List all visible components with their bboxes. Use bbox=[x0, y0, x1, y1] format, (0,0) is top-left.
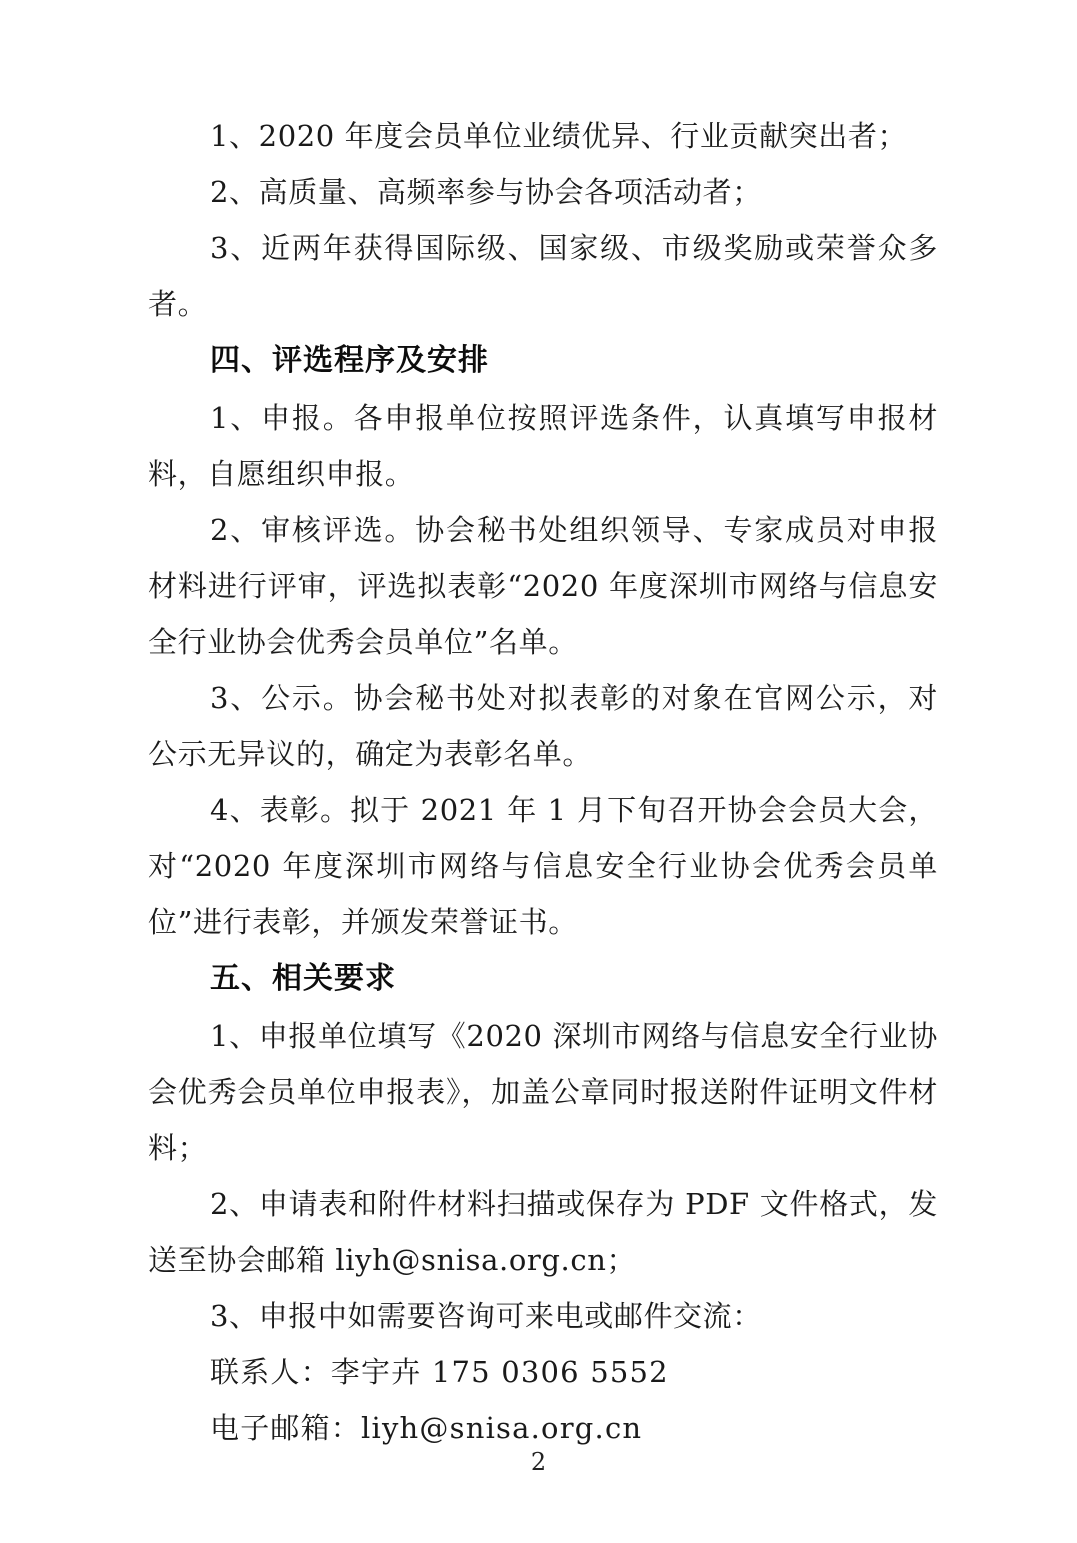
condition-item-3: 3、近两年获得国际级、国家级、市级奖励或荣誉众多者。 bbox=[148, 231, 938, 321]
requirement-item-3: 3、申报中如需要咨询可来电或邮件交流： bbox=[210, 1299, 762, 1333]
procedure-item-3: 3、公示。协会秘书处对拟表彰的对象在官网公示，对公示无异议的，确定为表彰名单。 bbox=[148, 681, 938, 771]
requirement-item-2: 2、申请表和附件材料扫描或保存为 PDF 文件格式，发送至协会邮箱 liyh@snisa.org.cn； bbox=[148, 1187, 938, 1277]
requirement-item-1: 1、申报单位填写《2020 深圳市网络与信息安全行业协会优秀会员单位申报表》，加盖公章同时报送附件证明文件材料； bbox=[148, 1019, 938, 1165]
heading-section-four: 四、评选程序及安排 bbox=[210, 343, 489, 378]
contact-person-line: 联系人：李宇卉 175 0306 5552 bbox=[210, 1355, 669, 1389]
procedure-item-2: 2、审核评选。协会秘书处组织领导、专家成员对申报材料进行评审，评选拟表彰“2020 年度深圳市网络与信息安全行业协会优秀会员单位”名单。 bbox=[148, 513, 938, 659]
document-body bbox=[148, 108, 938, 1456]
heading-section-five: 五、相关要求 bbox=[210, 961, 396, 996]
condition-item-1: 1、2020 年度会员单位业绩优异、行业贡献突出者； bbox=[210, 119, 908, 153]
procedure-item-1: 1、申报。各申报单位按照评选条件，认真填写申报材料，自愿组织申报。 bbox=[148, 401, 938, 491]
page-number: 2 bbox=[530, 1448, 547, 1476]
condition-item-2: 2、高质量、高频率参与协会各项活动者； bbox=[210, 175, 762, 209]
contact-email-line: 电子邮箱：liyh@snisa.org.cn bbox=[210, 1411, 643, 1445]
procedure-item-4: 4、表彰。拟于 2021 年 1 月下旬召开协会会员大会，对“2020 年度深圳市网络与信息安全行业协会优秀会员单位”进行表彰，并颁发荣誉证书。 bbox=[148, 793, 938, 939]
